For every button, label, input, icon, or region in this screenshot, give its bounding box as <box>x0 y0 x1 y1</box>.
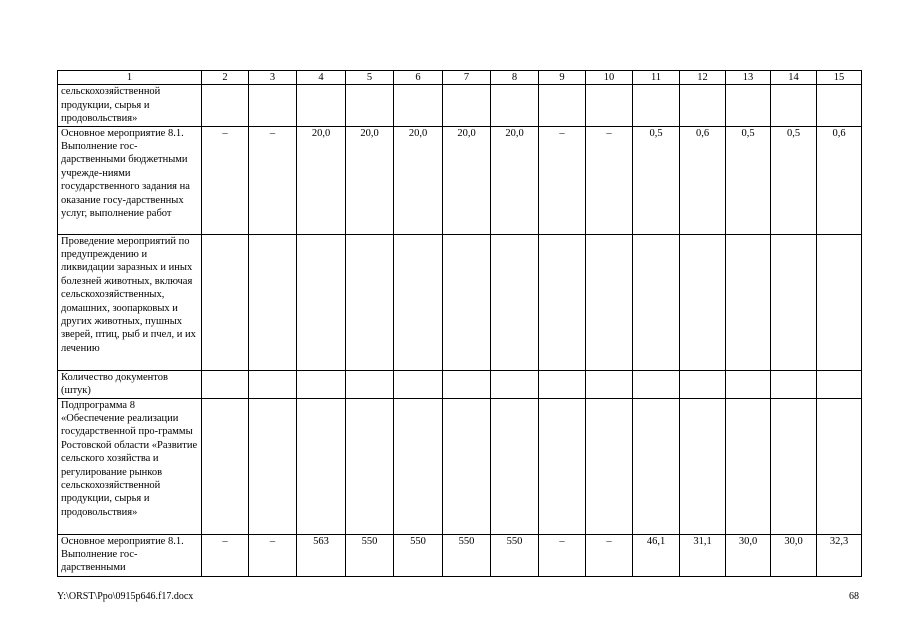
column-header-10: 10 <box>586 71 633 85</box>
table-cell: 20,0 <box>297 126 346 234</box>
table-cell <box>817 370 862 398</box>
table-cell <box>726 398 771 534</box>
column-header-9: 9 <box>539 71 586 85</box>
table-cell: – <box>249 126 297 234</box>
table-cell: – <box>249 534 297 576</box>
table-cell <box>346 85 394 126</box>
column-header-1: 1 <box>58 71 202 85</box>
table-cell <box>297 370 346 398</box>
column-header-6: 6 <box>394 71 443 85</box>
table-cell: 20,0 <box>346 126 394 234</box>
table-cell: 46,1 <box>633 534 680 576</box>
table-cell <box>249 398 297 534</box>
table-cell <box>394 85 443 126</box>
table-cell <box>586 85 633 126</box>
table-cell <box>394 370 443 398</box>
table-cell <box>680 85 726 126</box>
table-cell <box>297 234 346 370</box>
column-header-2: 2 <box>202 71 249 85</box>
column-header-7: 7 <box>443 71 491 85</box>
row-label: Основное мероприятие 8.1. Выполнение гос-дарственными бюджетными учрежде-ниями государственного задания на оказание госу-дарственных услуг, выполнение работ <box>58 126 202 234</box>
row-label: Количество документов (штук) <box>58 370 202 398</box>
table-cell: 20,0 <box>443 126 491 234</box>
table-cell: 550 <box>491 534 539 576</box>
table-cell <box>817 85 862 126</box>
table-cell <box>817 398 862 534</box>
table-cell <box>586 234 633 370</box>
table-cell: – <box>202 534 249 576</box>
column-header-13: 13 <box>726 71 771 85</box>
table-cell <box>539 398 586 534</box>
column-header-5: 5 <box>346 71 394 85</box>
table-cell <box>491 234 539 370</box>
column-header-14: 14 <box>771 71 817 85</box>
table-cell: – <box>586 126 633 234</box>
table-cell <box>771 370 817 398</box>
table-cell: 550 <box>346 534 394 576</box>
table-row <box>58 234 862 370</box>
table-cell: 32,3 <box>817 534 862 576</box>
row-label: Подпрограмма 8 «Обеспечение реализации государственной про-граммы Ростовской области «Развитие сельского хозяйства и регулирование рынков сельскохозяйственной продукции, сырья и продовольствия» <box>58 398 202 534</box>
table-cell <box>443 85 491 126</box>
table-row <box>58 398 862 534</box>
table-cell <box>771 85 817 126</box>
table-cell: – <box>539 126 586 234</box>
column-header-4: 4 <box>297 71 346 85</box>
row-label: сельскохозяйственной продукции, сырья и продовольствия» <box>58 85 202 126</box>
table-cell <box>202 370 249 398</box>
table-cell: 0,5 <box>633 126 680 234</box>
table-cell <box>394 234 443 370</box>
table-cell <box>443 398 491 534</box>
table-cell <box>726 234 771 370</box>
table-cell: 30,0 <box>771 534 817 576</box>
table-cell <box>346 398 394 534</box>
footer-page-number: 68 <box>849 591 859 602</box>
header-row <box>58 71 862 85</box>
table-cell <box>346 234 394 370</box>
table-cell <box>633 85 680 126</box>
table-cell <box>249 370 297 398</box>
table-cell <box>680 234 726 370</box>
table-cell: 20,0 <box>394 126 443 234</box>
table-cell: 550 <box>394 534 443 576</box>
column-header-3: 3 <box>249 71 297 85</box>
table-cell <box>771 234 817 370</box>
table-cell <box>586 370 633 398</box>
table-cell <box>539 234 586 370</box>
table-cell <box>491 85 539 126</box>
table-cell <box>539 370 586 398</box>
table-cell <box>539 85 586 126</box>
table-cell: 0,5 <box>771 126 817 234</box>
table-cell: – <box>586 534 633 576</box>
table-cell <box>249 85 297 126</box>
row-label: Проведение мероприятий по предупреждению и ликвидации заразных и иных болезней животных, включая сельскохозяйственных, домашних, зоопарковых и других животных, пушных зверей, птиц, рыб и пчел, и их лечению <box>58 234 202 370</box>
table-cell: – <box>202 126 249 234</box>
footer-file-path: Y:\ORST\Ppo\0915p646.f17.docx <box>57 591 194 602</box>
table-row <box>58 85 862 126</box>
table-cell: 0,5 <box>726 126 771 234</box>
table-cell <box>297 398 346 534</box>
table-cell: 0,6 <box>680 126 726 234</box>
table-cell: 563 <box>297 534 346 576</box>
table-cell <box>297 85 346 126</box>
table-cell: – <box>539 534 586 576</box>
table-cell <box>726 370 771 398</box>
table-cell <box>680 398 726 534</box>
table-cell <box>202 398 249 534</box>
table-cell: 550 <box>443 534 491 576</box>
column-header-15: 15 <box>817 71 862 85</box>
table-cell <box>202 85 249 126</box>
table-cell <box>443 234 491 370</box>
table-cell <box>249 234 297 370</box>
table-cell <box>633 234 680 370</box>
table-cell <box>491 370 539 398</box>
row-label: Основное мероприятие 8.1. Выполнение гос-дарственными <box>58 534 202 576</box>
table-cell: 20,0 <box>491 126 539 234</box>
column-header-12: 12 <box>680 71 726 85</box>
table-cell <box>491 398 539 534</box>
table-cell <box>586 398 633 534</box>
table-row <box>58 534 862 576</box>
table-cell <box>633 398 680 534</box>
table-cell <box>817 234 862 370</box>
column-header-11: 11 <box>633 71 680 85</box>
table-cell <box>726 85 771 126</box>
column-header-8: 8 <box>491 71 539 85</box>
table-row <box>58 370 862 398</box>
table-cell <box>202 234 249 370</box>
table-cell <box>633 370 680 398</box>
table-cell <box>771 398 817 534</box>
table-cell: 0,6 <box>817 126 862 234</box>
table-cell: 30,0 <box>726 534 771 576</box>
table-cell <box>443 370 491 398</box>
table-cell: 31,1 <box>680 534 726 576</box>
table-cell <box>346 370 394 398</box>
data-table <box>57 70 862 577</box>
table-cell <box>680 370 726 398</box>
table-cell <box>394 398 443 534</box>
table-row <box>58 126 862 234</box>
